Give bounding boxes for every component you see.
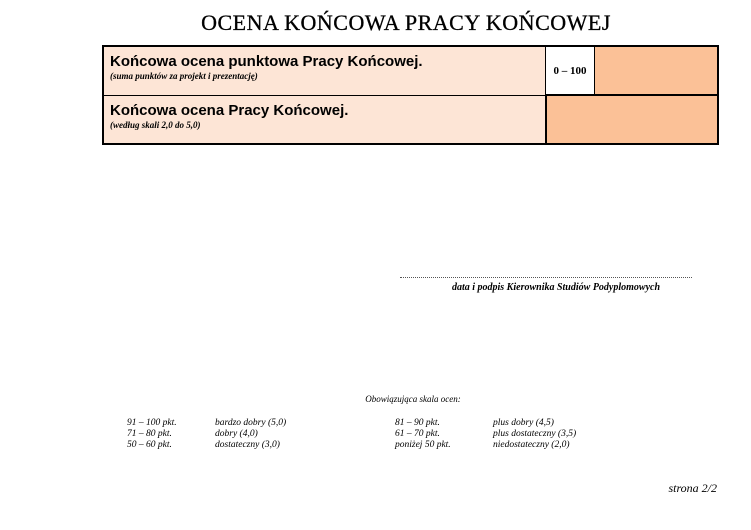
- point-score-label-cell: [103, 46, 546, 95]
- point-range: 0 – 100: [546, 46, 595, 95]
- grade-table: [102, 45, 719, 145]
- final-grade-sublabel: (według skali 2,0 do 5,0): [110, 119, 201, 130]
- scale-range: 61 – 70 pkt.: [395, 429, 440, 439]
- final-grade-label-cell: [103, 95, 546, 144]
- scale-range: 91 – 100 pkt.: [127, 418, 177, 428]
- final-grade-label: Końcowa ocena Pracy Końcowej.: [110, 101, 349, 119]
- scale-grade: dostateczny (3,0): [215, 440, 280, 450]
- signature-line: [400, 277, 692, 278]
- scale-range: poniżej 50 pkt.: [395, 440, 451, 450]
- scale-grade: niedostateczny (2,0): [493, 440, 570, 450]
- point-score-field[interactable]: [595, 46, 719, 95]
- scale-grade: dobry (4,0): [215, 429, 258, 439]
- page-title: OCENA KOŃCOWA PRACY KOŃCOWEJ: [201, 10, 611, 35]
- page-number: strona 2/2: [668, 481, 717, 495]
- grading-scale-heading: Obowiązująca skala ocen:: [365, 394, 461, 404]
- point-score-sublabel: (suma punktów za projekt i prezentację): [110, 71, 258, 81]
- scale-range: 71 – 80 pkt.: [127, 429, 172, 439]
- table-row: [103, 46, 718, 95]
- scale-range: 81 – 90 pkt.: [395, 418, 440, 428]
- table-row: [103, 95, 718, 144]
- signature-caption: data i podpis Kierownika Studiów Podyplomowych: [451, 282, 661, 293]
- scale-grade: bardzo dobry (5,0): [215, 418, 287, 428]
- final-grade-field[interactable]: [546, 95, 719, 144]
- scale-range: 50 – 60 pkt.: [127, 440, 172, 450]
- scale-grade: plus dostateczny (3,5): [493, 429, 577, 439]
- point-score-label: Końcowa ocena punktowa Pracy Końcowej.: [110, 53, 423, 70]
- scale-grade: plus dobry (4,5): [493, 418, 554, 428]
